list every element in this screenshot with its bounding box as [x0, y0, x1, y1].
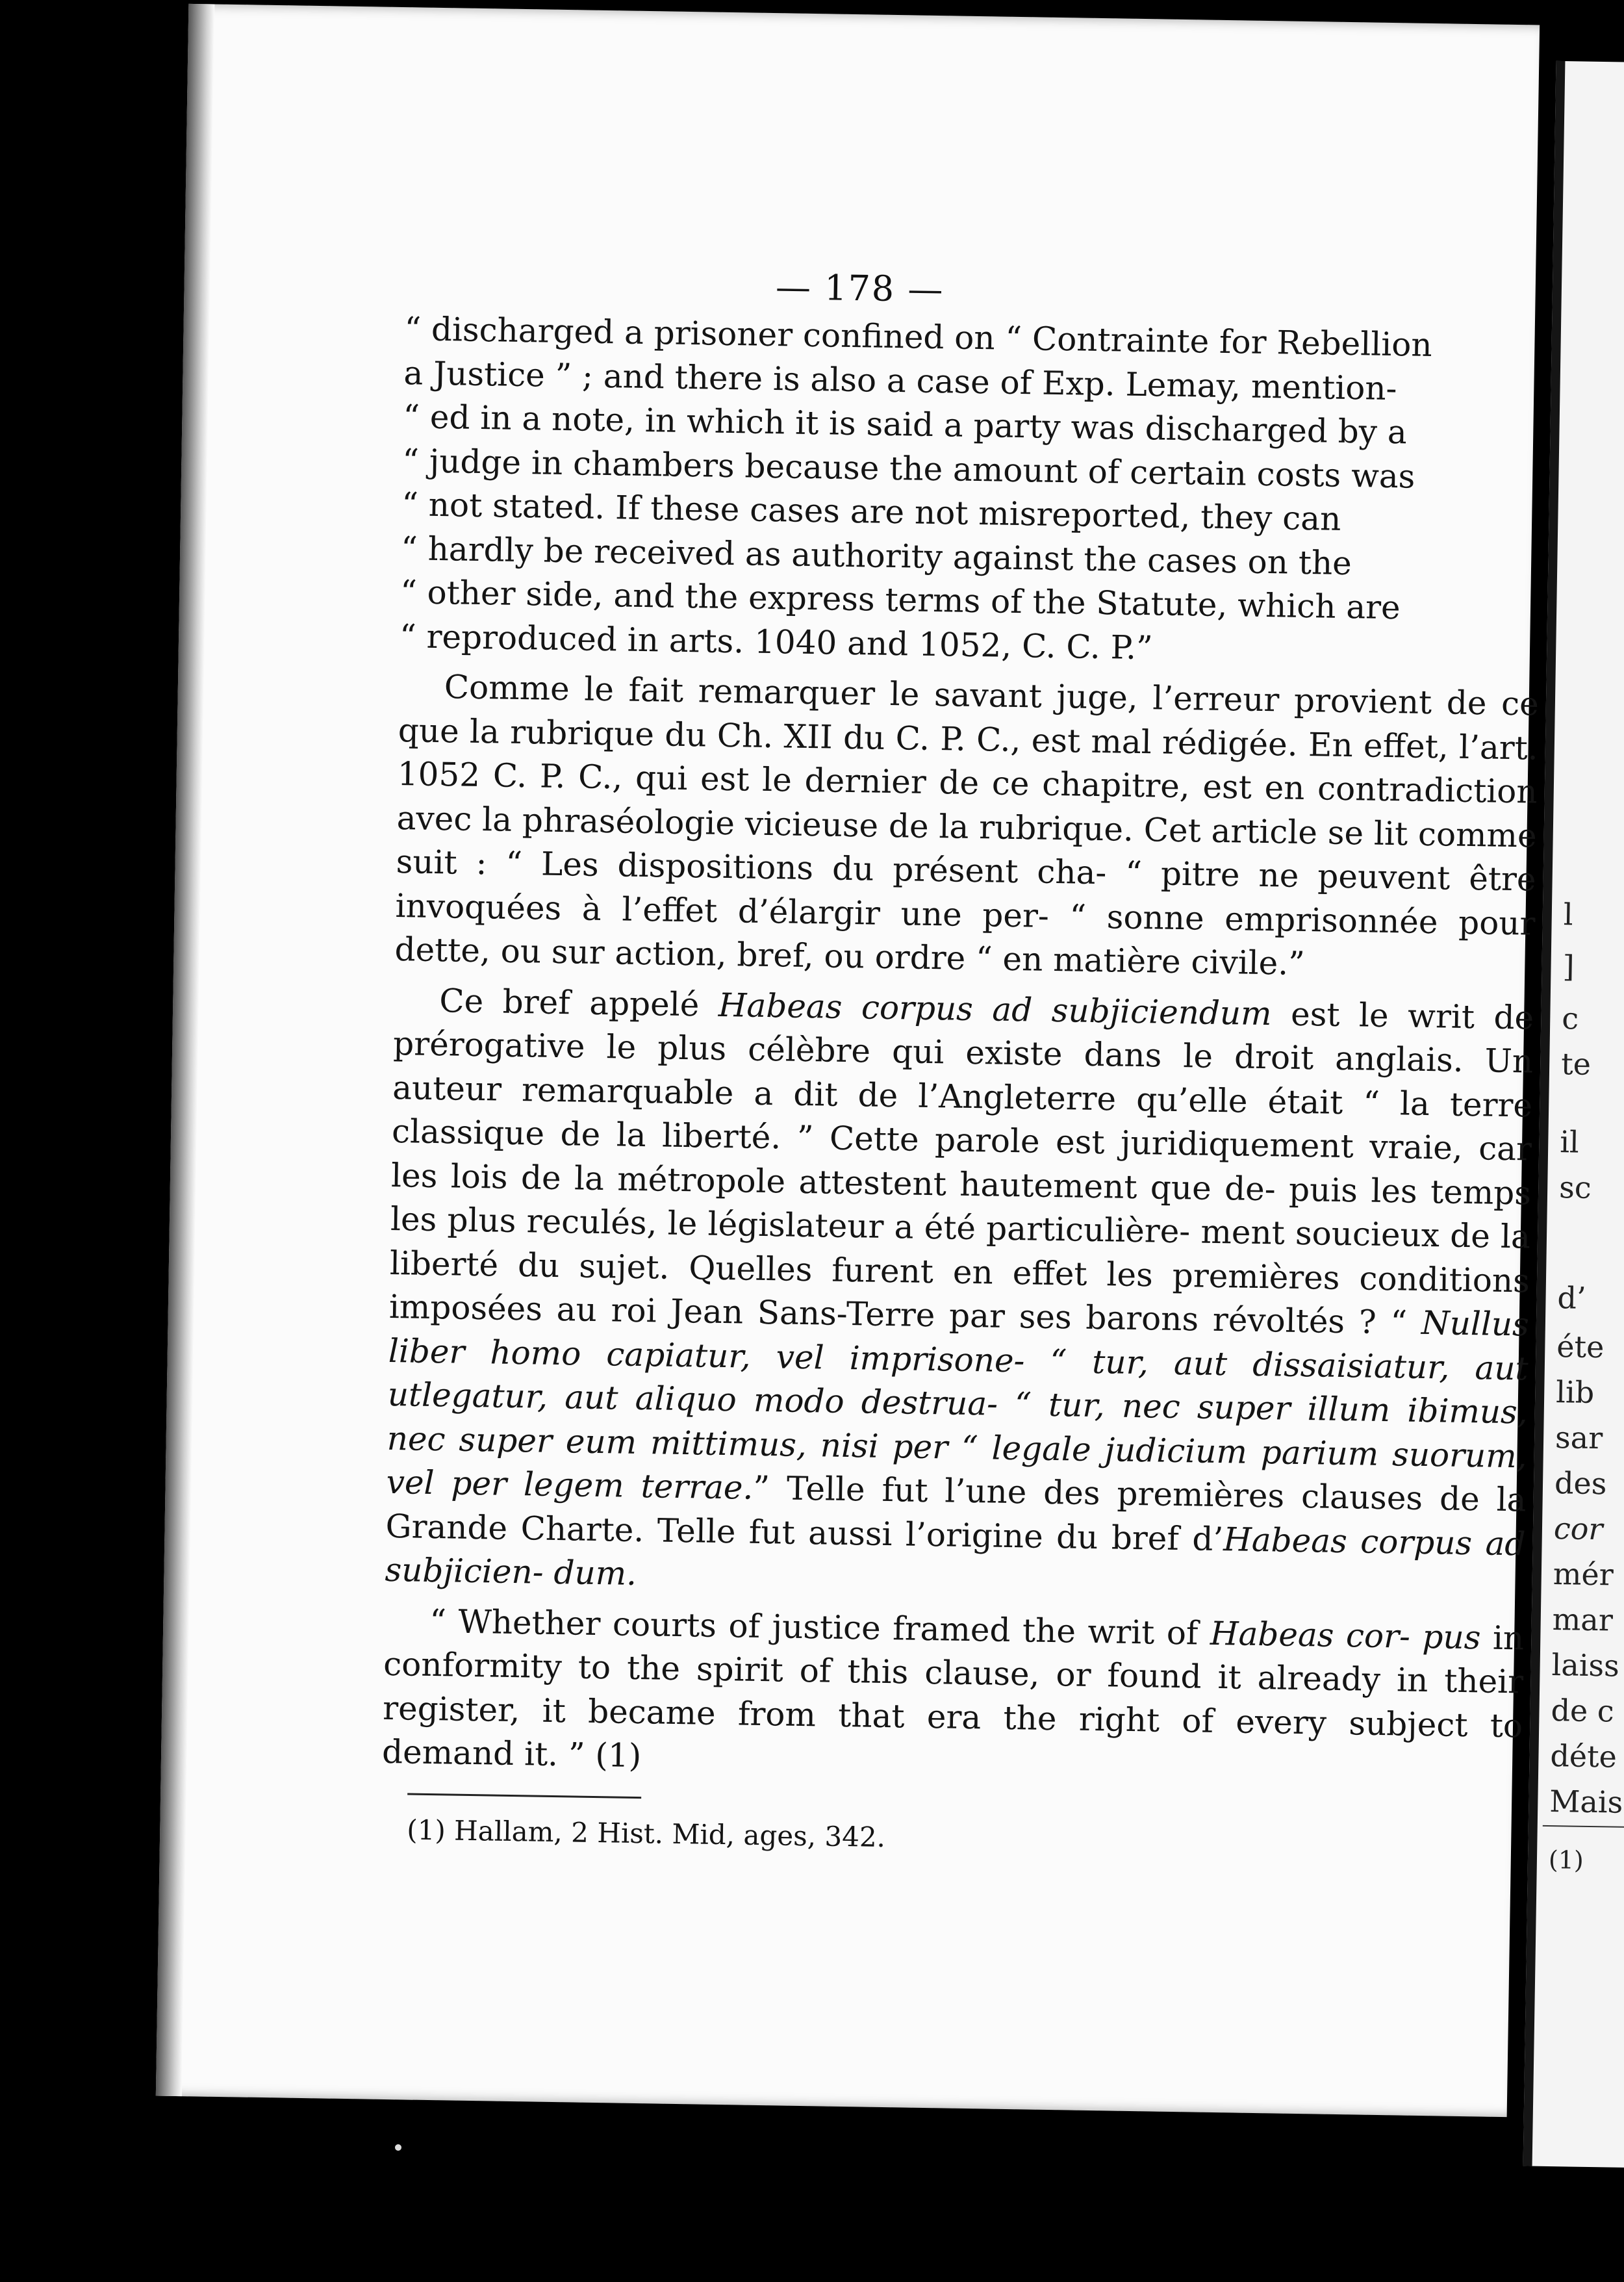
quote-line: a Justice ” ; and there is also a case of Exp. Lemay, mention- — [403, 353, 1397, 407]
quote-line: “ judge in chambers because the amount of certain costs was — [401, 441, 1415, 496]
adjacent-page-fragment: déte — [1550, 1738, 1618, 1775]
adjacent-page-fragment: d’ — [1557, 1280, 1587, 1316]
adjacent-page-fragment: (1) — [1548, 1845, 1584, 1875]
quote-line: “ discharged a prisoner confined on “ Contrainte for Rebellion — [404, 310, 1433, 364]
quote-line: “ reproduced in arts. 1040 and 1052, C. C. P.” — [399, 617, 1154, 667]
adjacent-page-fragment: laiss — [1551, 1647, 1620, 1684]
italic-title: Habeas corpus ad subjiciendum — [718, 986, 1272, 1032]
latin-quote: Nullus liber homo capiatur, vel imprisone- “ tur, aut dissaisiatur, aut utlegatur, aut aliquo modo destrua- “ tur, nec super illum ibimus, nec super eum mittimus, nisi per “ legale judicium parium suorum, vel per legem terrae. — [386, 1303, 1530, 1507]
adjacent-page-fragment: éte — [1556, 1329, 1605, 1365]
page-gutter-shadow — [156, 4, 215, 2096]
paragraph-erreur-text: Comme le fait remarquer le savant juge, l’erreur provient de ce que la rubrique du Ch. XII du C. P. C., est mal rédigée. En effet, l’art. 1052 C. P. C., qui est le dernier de ce chapitre, est en contradiction avec la phraséologie vicieuse de la rubrique. Cet article se lit comme suit : “ Les dispositions du présent cha- “ pitre ne peuvent être invoquées à l’effet d’élargir une per- “ sonne emprisonnée pour dette, ou sur action, bref, ou ordre “ en matière civile.” — [394, 668, 1540, 983]
italic-title: Habeas cor- pus — [1210, 1614, 1481, 1656]
paragraph-habeas — [385, 979, 1534, 1610]
paragraph-habeas-text: ” Telle fut l’une des premières clauses de la Grande Charte. Telle fut aussi l’origine du bref d’ — [385, 1468, 1527, 1558]
adjacent-page-fragment: mér — [1553, 1556, 1614, 1593]
adjacent-page-fragment: mar — [1552, 1602, 1614, 1638]
adjacent-page-fragment: des — [1554, 1465, 1607, 1502]
paragraph-hallam-text: in conformity to the spirit of this clause, or found it already in their register, it became from that era the right of every subject to demand it. ” (1) — [381, 1619, 1525, 1775]
adjacent-footnote-divider — [1543, 1825, 1624, 1828]
quote-line: “ other side, and the express terms of the Statute, which are — [400, 573, 1401, 627]
quote-line: “ ed in a note, in which it is said a party was discharged by a — [403, 398, 1408, 452]
page-body — [382, 307, 1545, 1792]
italic-title: Habeas corpus ad subjicien- dum. — [385, 1520, 1526, 1593]
quote-line: “ not stated. If these cases are not misreported, they can — [401, 485, 1341, 538]
adjacent-page-fragment: de c — [1551, 1693, 1615, 1729]
adjacent-page-fragment: l — [1563, 897, 1573, 932]
paragraph-habeas-text: est le writ de prérogative le plus célèbre qui existe dans le droit anglais. Un auteur remarquable a dit de l’Angleterre qu’elle était “ la terre classique de la liberté. ” Cette parole est juridiquement vraie, car les lois de la métropole attestent hautement que de- puis les temps les plus reculés, le législateur a été particulière- ment soucieux de la liberté du sujet. Quelles furent en effet les premières conditions imposées au roi Jean Sans-Terre par ses barons révoltés ? “ — [388, 995, 1534, 1342]
adjacent-page-fragment: sar — [1554, 1420, 1603, 1456]
quote-line: “ hardly be received as authority against the cases on the — [400, 529, 1352, 582]
book-page — [156, 4, 1540, 2117]
adjacent-page-fragment: lib — [1555, 1374, 1595, 1411]
adjacent-page-fragment: ] — [1562, 949, 1575, 984]
scan-speck — [395, 2144, 401, 2151]
paragraph-hallam-text: “ Whether courts of justice framed the writ of — [429, 1602, 1199, 1652]
adjacent-page-fragment: Mais — [1549, 1784, 1623, 1820]
page-number: — 178 — — [775, 266, 945, 311]
paragraph-habeas-text: Ce bref appelé — [438, 981, 700, 1023]
footnote: (1) Hallam, 2 Hist. Mid, ages, 342. — [406, 1814, 886, 1854]
adjacent-page-fragment: te — [1560, 1046, 1592, 1082]
paragraph-hallam-quote — [382, 1598, 1525, 1792]
adjacent-page-fragment: c — [1561, 1001, 1579, 1036]
adjacent-page-fragment: sc — [1558, 1170, 1592, 1205]
footnote-divider — [407, 1793, 641, 1799]
adjacent-page-fragment: cor — [1553, 1511, 1603, 1547]
adjacent-page-fragment: il — [1559, 1124, 1580, 1160]
paragraph-erreur — [394, 665, 1539, 990]
